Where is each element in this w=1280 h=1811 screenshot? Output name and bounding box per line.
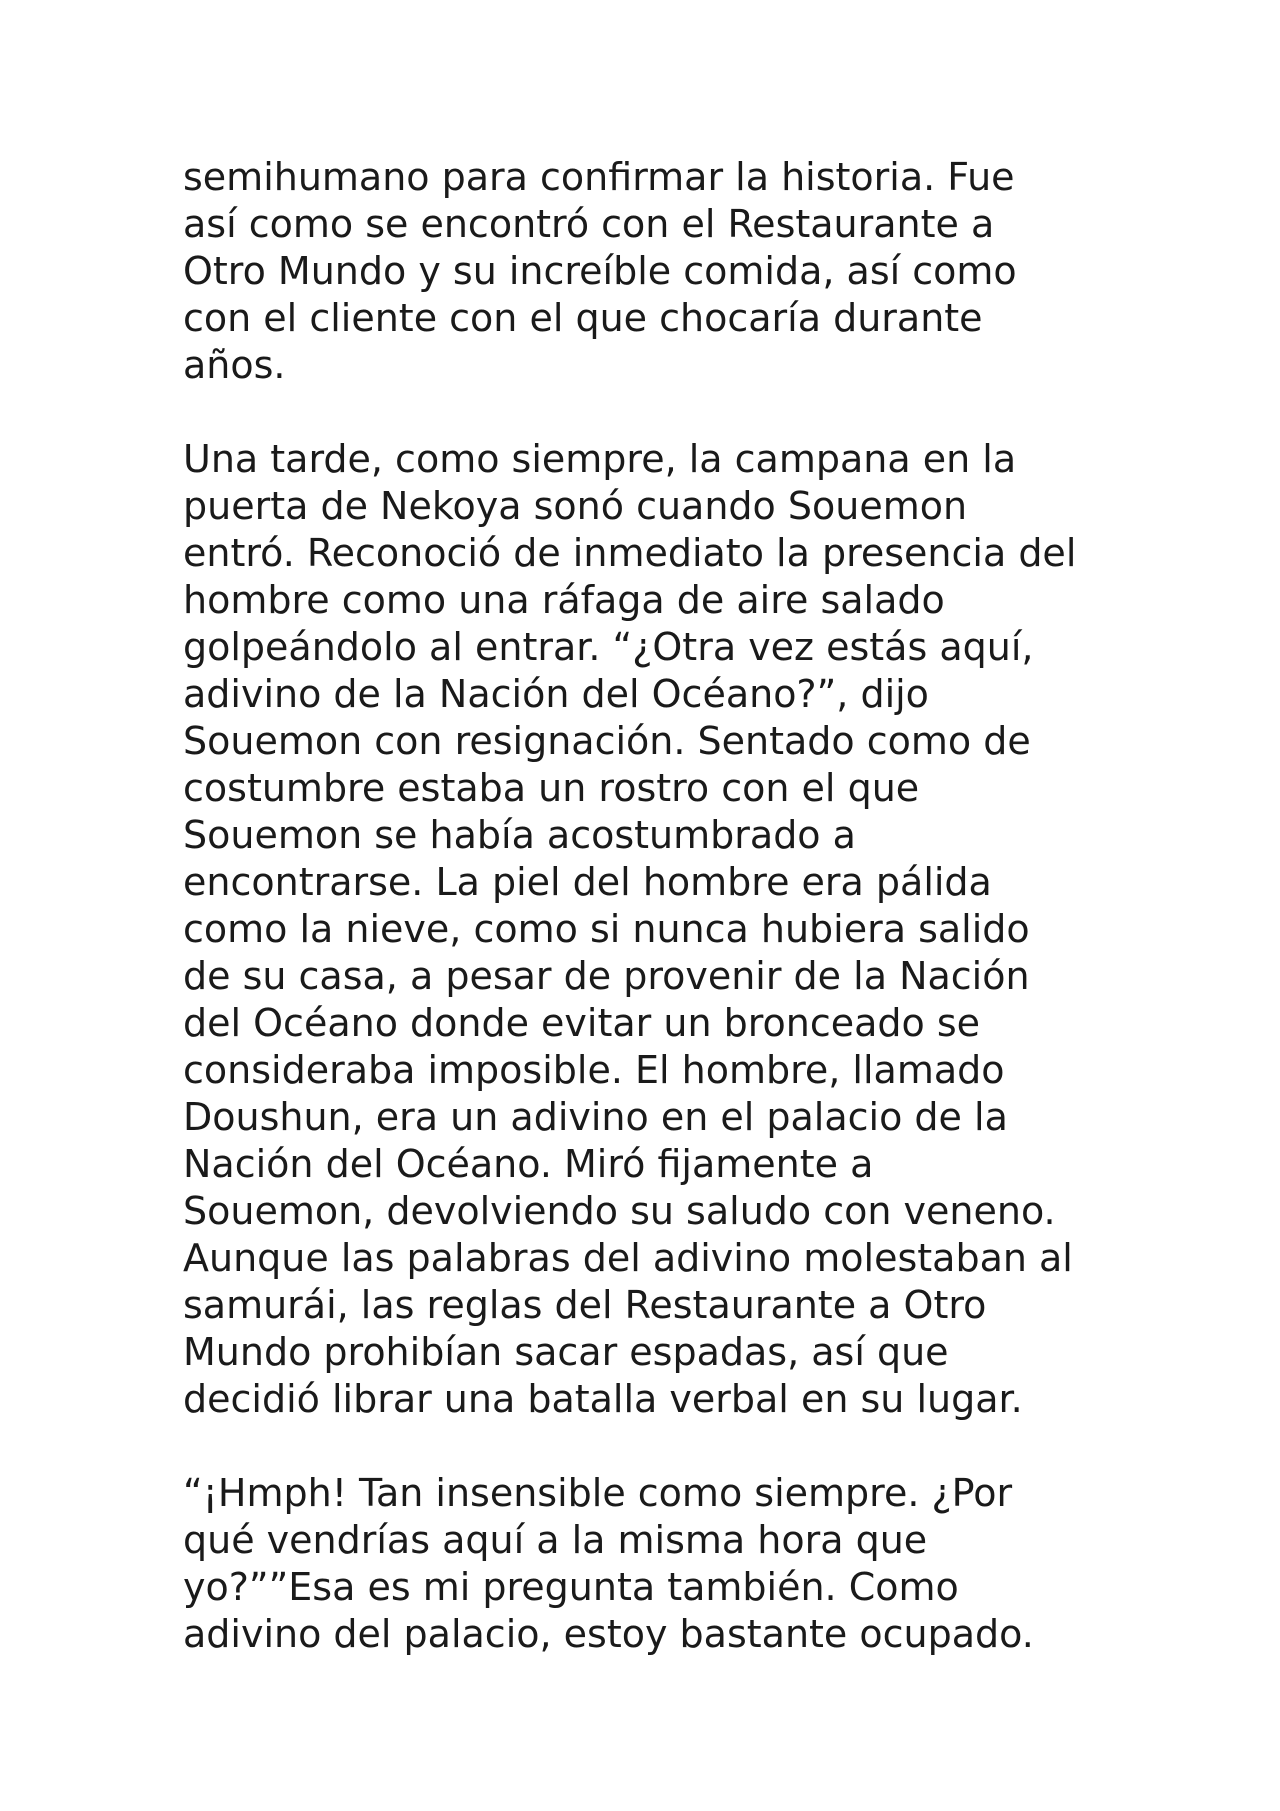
text-line: semihumano para confirmar la historia. Fue [183, 155, 1015, 199]
text-line: hombre como una ráfaga de aire salado [183, 578, 945, 622]
text-line: como la nieve, como si nunca hubiera salido [183, 907, 1030, 951]
paragraph-1 [183, 154, 1123, 389]
text-line: Doushun, era un adivino en el palacio de la [183, 1095, 1008, 1139]
text-line: Una tarde, como siempre, la campana en la [183, 437, 1017, 481]
text-line: Souemon se había acostumbrado a [183, 813, 856, 857]
text-line: adivino de la Nación del Océano?”, dijo [183, 672, 929, 716]
text-line: samurái, las reglas del Restaurante a Otro [183, 1283, 987, 1327]
text-line: Otro Mundo y su increíble comida, así como [183, 249, 1017, 293]
text-line: Mundo prohibían sacar espadas, así que [183, 1330, 949, 1374]
text-line: costumbre estaba un rostro con el que [183, 766, 920, 810]
text-line: años. [183, 343, 286, 387]
text-line: entró. Reconoció de inmediato la presencia del [183, 531, 1077, 575]
text-line: Nación del Océano. Miró fijamente a [183, 1142, 874, 1186]
text-line: puerta de Nekoya sonó cuando Souemon [183, 484, 968, 528]
text-line: “¡Hmph! Tan insensible como siempre. ¿Por [183, 1471, 1013, 1515]
paragraph-2 [183, 436, 1123, 1423]
text-line: así como se encontró con el Restaurante a [183, 202, 995, 246]
text-line: golpeándolo al entrar. “¿Otra vez estás aquí, [183, 625, 1034, 669]
text-line: consideraba imposible. El hombre, llamado [183, 1048, 1005, 1092]
text-line: yo?””Esa es mi pregunta también. Como [183, 1565, 959, 1609]
text-line: Aunque las palabras del adivino molestaban al [183, 1236, 1073, 1280]
text-line: de su casa, a pesar de provenir de la Nación [183, 954, 1030, 998]
text-line: del Océano donde evitar un bronceado se [183, 1001, 981, 1045]
text-line: decidió librar una batalla verbal en su lugar. [183, 1377, 1023, 1421]
text-line: encontrarse. La piel del hombre era pálida [183, 860, 992, 904]
text-line: adivino del palacio, estoy bastante ocupado. [183, 1612, 1034, 1656]
paragraph-3 [183, 1470, 1123, 1658]
text-line: Souemon, devolviendo su saludo con veneno. [183, 1189, 1056, 1233]
body-text [183, 154, 1123, 1705]
text-line: qué vendrías aquí a la misma hora que [183, 1518, 928, 1562]
text-line: con el cliente con el que chocaría durante [183, 296, 983, 340]
text-line: Souemon con resignación. Sentado como de [183, 719, 1031, 763]
